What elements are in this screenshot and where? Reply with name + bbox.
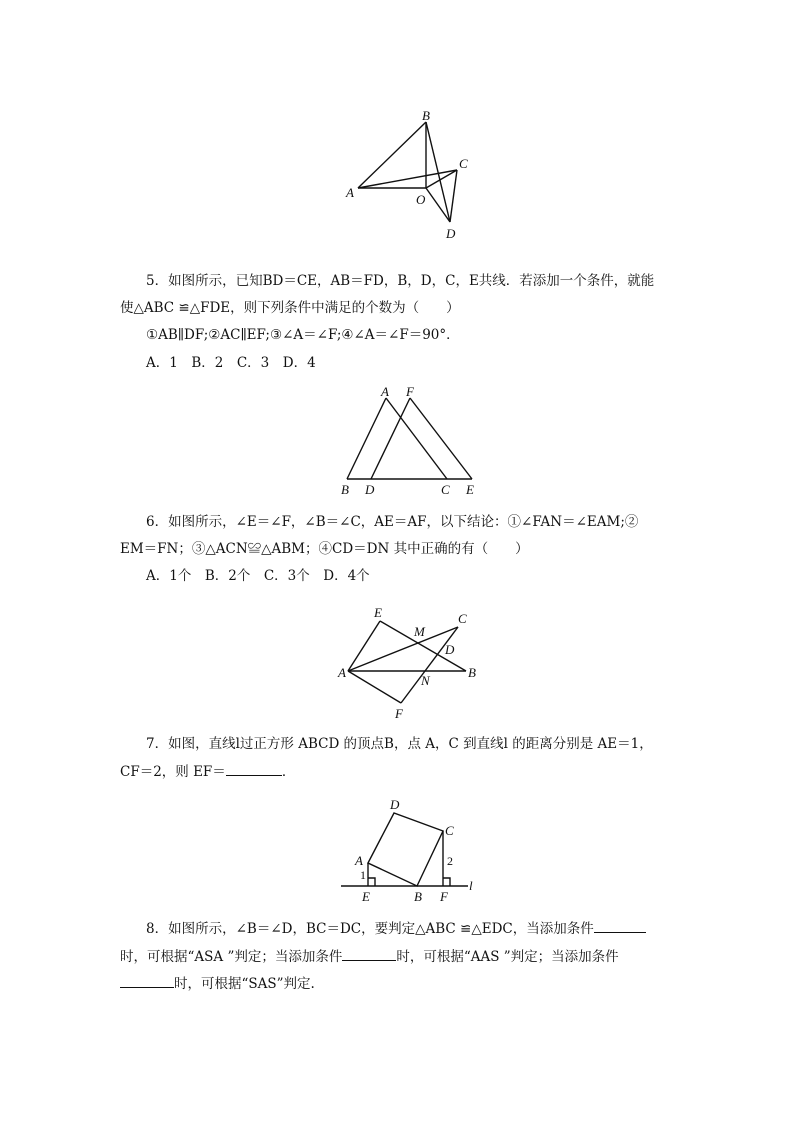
q8-text-3: 时，可根据“AAS ”判定；当添加条件 [396,949,619,965]
figure-7-svg [336,797,486,907]
label-c: C [459,156,468,171]
q7-text-prefix: CF＝2，则 EF＝ [120,764,226,780]
label-a: A [338,665,346,680]
label-b: B [414,889,422,904]
label-m: M [414,624,425,639]
label-a: A [381,384,389,399]
label-d: D [446,226,456,241]
label-c: C [458,611,467,626]
label-d: D [445,642,455,657]
label-o: O [416,192,426,207]
label-b: B [468,665,476,680]
label-l: l [469,878,473,893]
label-a: A [346,185,354,200]
label-e: E [466,482,474,497]
label-b: B [422,108,430,123]
length-ae: 1 [360,868,366,882]
label-d: D [390,797,400,812]
q7-line-1: 7．如图，直线l过正方形 ABCD 的顶点B，点 A，C 到直线l 的距离分别是 AE＝1， [146,736,653,752]
q5-conditions: ①AB∥DF;②AC∥EF;③∠A＝∠F;④∠A＝∠F＝90°． [146,327,460,343]
q5-options: A．1 B．2 C．3 D．4 [146,355,316,371]
q8-line-2 [120,946,680,967]
q7-line-2 [120,761,680,782]
label-c: C [441,482,450,497]
length-cf: 2 [447,854,453,868]
label-a: A [355,853,363,868]
label-n: N [421,673,430,688]
q5-line-1: 5．如图所示，已知BD＝CE，AB＝FD，B，D，C，E共线．若添加一个条件，就能 [146,273,655,289]
q6-options: A．1个 B．2个 C．3个 D．4个 [146,568,370,584]
figure-congruent-triangles-aeb-afc [336,604,486,724]
q8-text-1: 8．如图所示，∠B＝∠D，BC＝DC，要判定△ABC ≌△EDC，当添加条件 [146,921,594,937]
label-d: D [365,482,375,497]
label-b: B [341,482,349,497]
label-f: F [440,889,448,904]
q8-line-3 [120,973,680,994]
label-f: F [406,384,414,399]
figure-quadrilateral-abcod [340,105,480,245]
answer-blank-sas[interactable] [120,973,174,988]
figure-square-on-line [336,797,486,907]
label-e: E [362,889,370,904]
figure-5-svg [336,385,486,500]
q8-text-2: 时，可根据“ASA ”判定；当添加条件 [120,949,343,965]
label-e: E [374,605,382,620]
answer-blank-ef[interactable] [226,761,282,776]
figure-6-svg [336,604,486,724]
figure-4-svg [340,105,480,245]
label-c: C [445,823,454,838]
figure-overlapping-triangles [336,385,486,500]
q6-line-1: 6．如图所示，∠E＝∠F，∠B＝∠C，AE＝AF，以下结论：①∠FAN＝∠EAM;② [146,514,639,530]
q7-text-suffix: ． [281,764,296,780]
q8-line-1 [146,918,706,939]
answer-blank-aas[interactable] [342,946,396,961]
q5-line-2: 使△ABC ≌△FDE，则下列条件中满足的个数为（ ） [120,300,460,316]
label-f: F [395,706,403,721]
answer-blank-asa[interactable] [594,918,646,933]
q8-text-4: 时，可根据“SAS”判定. [174,976,315,992]
q6-line-2: EM＝FN；③△ACN≌△ABM；④CD＝DN 其中正确的有（ ） [120,541,529,557]
